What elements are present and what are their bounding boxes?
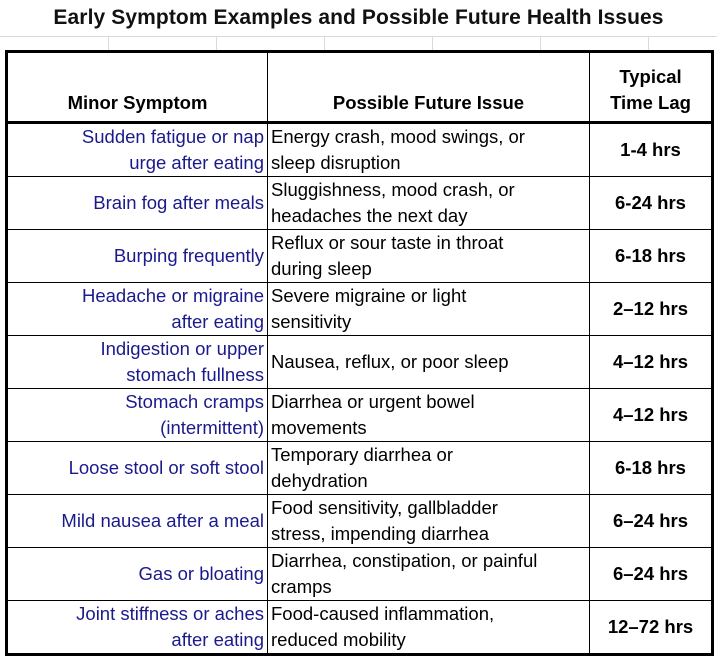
minor-symptom-cell [7, 230, 268, 283]
future-issue-cell [268, 230, 590, 283]
future-issue-text: Food sensitivity, gallbladder [271, 497, 498, 518]
minor-symptom-text: Sudden fatigue or nap [81, 126, 264, 147]
column-header-minor-symptom: Minor Symptom [7, 52, 268, 123]
time-lag-header-line1: Typical [619, 66, 682, 87]
minor-symptom-text: stomach fullness [126, 364, 264, 385]
future-issue-cell [268, 389, 590, 442]
future-issue-cell [268, 495, 590, 548]
time-lag-cell: 6-18 hrs [590, 442, 713, 495]
table-row [7, 177, 713, 230]
future-issue-text: Food-caused inflammation, [271, 603, 495, 624]
future-issue-text: reduced mobility [271, 629, 406, 650]
time-lag-cell: 6-24 hrs [590, 177, 713, 230]
minor-symptom-cell [7, 283, 268, 336]
minor-symptom-text: Indigestion or upper [100, 338, 264, 359]
future-issue-cell [268, 442, 590, 495]
future-issue-text: Severe migraine or light [271, 285, 467, 306]
future-issue-text: Sluggishness, mood crash, or [271, 179, 515, 200]
future-issue-text: Energy crash, mood swings, or [271, 126, 525, 147]
time-lag-cell: 1-4 hrs [590, 123, 713, 177]
minor-symptom-cell [7, 601, 268, 655]
future-issue-text: Diarrhea, constipation, or painful [271, 550, 538, 571]
future-issue-text: headaches the next day [271, 205, 468, 226]
minor-symptom-text: Burping frequently [113, 245, 264, 266]
minor-symptom-text: after eating [171, 311, 264, 332]
minor-symptom-text: after eating [171, 629, 264, 650]
minor-symptom-cell [7, 177, 268, 230]
minor-symptom-text: Mild nausea after a meal [61, 510, 264, 531]
table-row [7, 495, 713, 548]
future-issue-cell [268, 336, 590, 389]
time-lag-cell: 6–24 hrs [590, 548, 713, 601]
time-lag-cell: 4–12 hrs [590, 336, 713, 389]
future-issue-text: Reflux or sour taste in throat [271, 232, 504, 253]
minor-symptom-text: Stomach cramps [125, 391, 264, 412]
minor-symptom-text: Brain fog after meals [93, 192, 264, 213]
spreadsheet-gridlines [0, 36, 717, 51]
minor-symptom-text: Loose stool or soft stool [68, 457, 264, 478]
minor-symptom-text: urge after eating [129, 152, 264, 173]
minor-symptom-text: Headache or migraine [81, 285, 264, 306]
minor-symptom-cell [7, 123, 268, 177]
future-issue-text: Nausea, reflux, or poor sleep [271, 351, 509, 372]
future-issue-cell [268, 177, 590, 230]
future-issue-text: dehydration [271, 470, 368, 491]
minor-symptom-text: Joint stiffness or aches [76, 603, 264, 624]
table-row [7, 123, 713, 177]
minor-symptom-cell [7, 495, 268, 548]
future-issue-cell [268, 548, 590, 601]
future-issue-cell [268, 283, 590, 336]
minor-symptom-cell [7, 442, 268, 495]
table-row [7, 389, 713, 442]
future-issue-text: sensitivity [271, 311, 352, 332]
minor-symptom-text: Gas or bloating [138, 563, 264, 584]
table-row [7, 548, 713, 601]
symptom-table [5, 50, 714, 656]
time-lag-header-line2: Time Lag [610, 92, 691, 113]
future-issue-text: cramps [271, 576, 332, 597]
minor-symptom-cell [7, 389, 268, 442]
future-issue-text: Temporary diarrhea or [271, 444, 453, 465]
minor-symptom-cell [7, 548, 268, 601]
minor-symptom-cell [7, 336, 268, 389]
time-lag-cell: 6–24 hrs [590, 495, 713, 548]
column-header-future-issue: Possible Future Issue [268, 52, 590, 123]
page-title: Early Symptom Examples and Possible Future Health Issues [53, 6, 664, 29]
column-header-time-lag [590, 52, 713, 123]
table-row [7, 336, 713, 389]
time-lag-cell: 4–12 hrs [590, 389, 713, 442]
future-issue-text: movements [271, 417, 367, 438]
time-lag-cell: 12–72 hrs [590, 601, 713, 655]
table-body [7, 123, 713, 655]
future-issue-text: Diarrhea or urgent bowel [271, 391, 475, 412]
time-lag-cell: 2–12 hrs [590, 283, 713, 336]
time-lag-cell: 6-18 hrs [590, 230, 713, 283]
future-issue-text: stress, impending diarrhea [271, 523, 489, 544]
minor-symptom-text: (intermittent) [160, 417, 264, 438]
table-row [7, 283, 713, 336]
table-row [7, 442, 713, 495]
table-row [7, 601, 713, 655]
future-issue-text: during sleep [271, 258, 372, 279]
future-issue-text: sleep disruption [271, 152, 401, 173]
table-row [7, 230, 713, 283]
future-issue-cell [268, 601, 590, 655]
table-header-row [7, 52, 713, 123]
future-issue-cell [268, 123, 590, 177]
